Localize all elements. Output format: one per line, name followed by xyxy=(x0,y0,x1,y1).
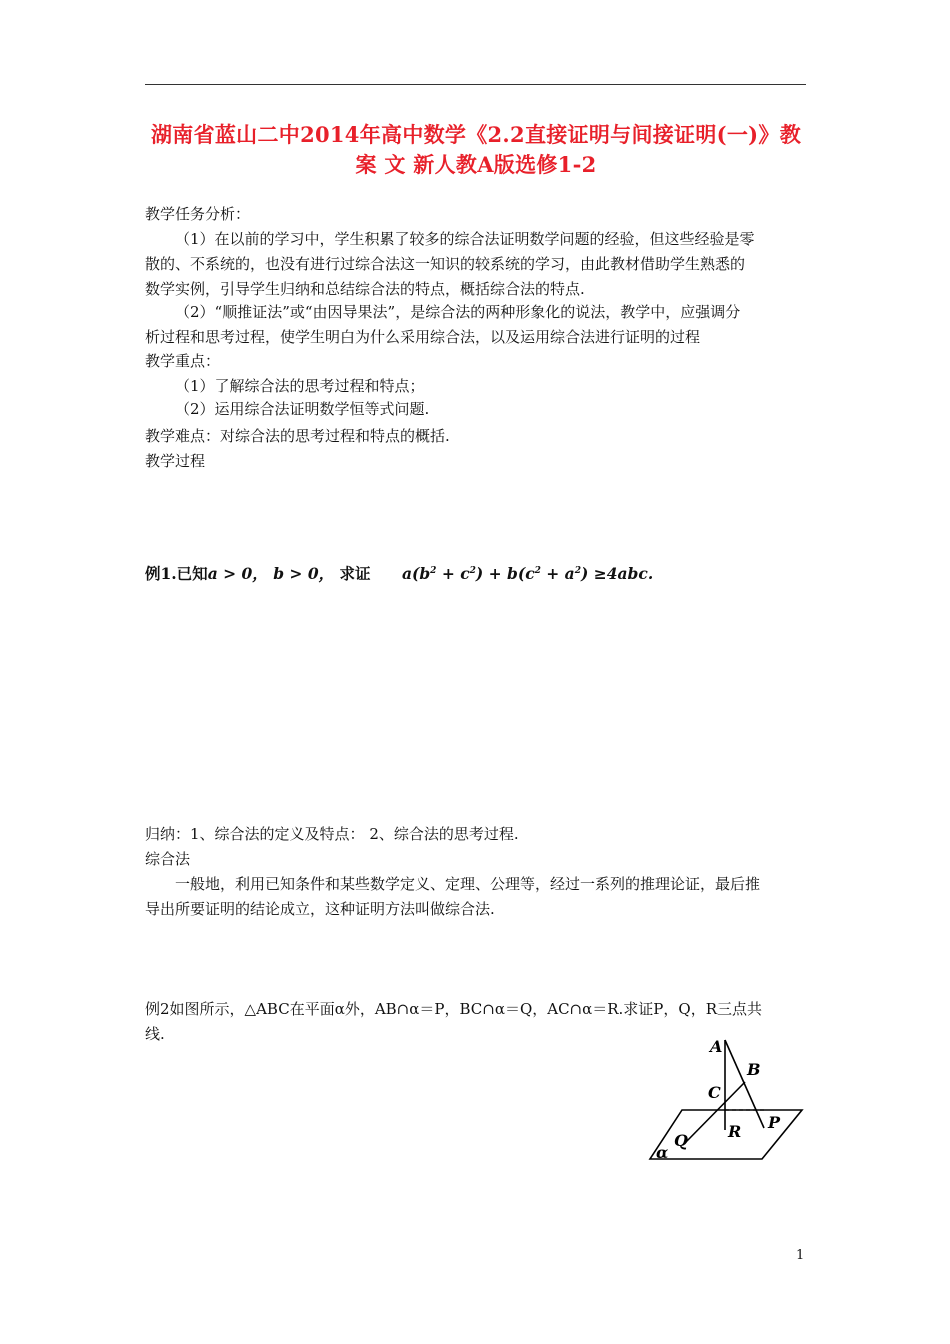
task-paragraph-1-line-1: （1）在以前的学习中，学生积累了较多的综合法证明数学问题的经验，但这些经验是零 xyxy=(175,230,755,248)
example-1-condition-a: a > 0， xyxy=(207,564,268,583)
label-alpha: α xyxy=(656,1143,669,1162)
label-P: P xyxy=(768,1113,781,1132)
label-C: C xyxy=(708,1083,721,1102)
process-heading: 教学过程 xyxy=(145,452,206,470)
document-title xyxy=(140,120,812,180)
edge-AB xyxy=(725,1040,764,1128)
example-1-formula: $a(b^2 + c^2) + b(c^2 + a^2) \ge 4abc$. xyxy=(401,564,654,583)
label-R: R xyxy=(728,1122,742,1141)
synthetic-method-heading: 综合法 xyxy=(145,850,191,868)
example-1-prefix: 例1.已知 xyxy=(145,564,208,583)
example-1-condition-b: b > 0， xyxy=(273,564,335,583)
page-number: 1 xyxy=(796,1248,805,1263)
definition-line-1: 一般地，利用已知条件和某些数学定义、定理、公理等，经过一系列的推理论证，最后推 xyxy=(175,875,761,893)
key-point-2: （2）运用综合法证明数学恒等式问题. xyxy=(175,400,430,418)
definition-line-2: 导出所要证明的结论成立，这种证明方法叫做综合法. xyxy=(145,900,495,918)
label-Q: Q xyxy=(674,1131,688,1150)
header-rule xyxy=(145,84,806,85)
key-point-1: （1）了解综合法的思考过程和特点； xyxy=(175,377,425,395)
task-paragraph-2-line-1: （2）“顺推证法”或“由因导果法”，是综合法的两种形象化的说法，教学中，应强调分 xyxy=(175,303,741,321)
label-B: B xyxy=(747,1060,761,1079)
summary-line: 归纳：1、综合法的定义及特点： 2、综合法的思考过程. xyxy=(145,825,519,843)
label-A: A xyxy=(710,1037,723,1056)
example-1-prove-label: 求证 xyxy=(339,564,371,583)
difficulty-line: 教学难点：对综合法的思考过程和特点的概括. xyxy=(145,427,450,445)
plane-triangle-figure xyxy=(640,1030,810,1170)
task-paragraph-1-line-3: 数学实例，引导学生归纳和总结综合法的特点，概括综合法的特点. xyxy=(145,280,585,298)
task-paragraph-1-line-2: 散的、不系统的，也没有进行过综合法这一知识的较系统的学习，由此教材借助学生熟悉的 xyxy=(145,255,746,273)
example-2-line-1: 例2如图所示，△ABC在平面α外，AB∩α＝P，BC∩α＝Q，AC∩α＝R.求证P，Q，R三点共 xyxy=(145,1000,762,1018)
title-line-2: 案 文 新人教A版选修1-2 xyxy=(355,152,597,177)
task-analysis-heading: 教学任务分析： xyxy=(145,205,251,223)
example-1 xyxy=(145,562,653,584)
key-points-heading: 教学重点： xyxy=(145,352,221,370)
title-line-1: 湖南省蓝山二中2014年高中数学《2.2直接证明与间接证明(一)》教 xyxy=(150,122,802,147)
example-2-line-2: 线. xyxy=(145,1025,165,1043)
task-paragraph-2-line-2: 析过程和思考过程，使学生明白为什么采用综合法，以及运用综合法进行证明的过程 xyxy=(145,328,701,346)
